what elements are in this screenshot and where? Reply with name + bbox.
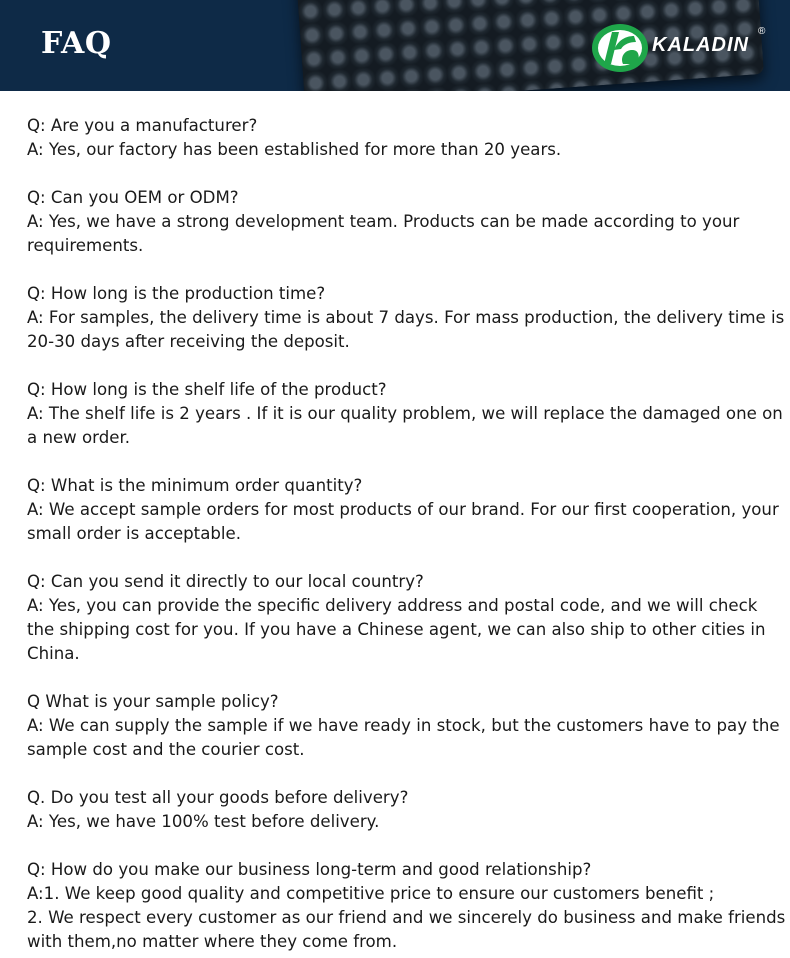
kaladin-logo-icon: [590, 22, 650, 74]
faq-answer: A: The shelf life is 2 years . If it is our quality problem, we will replace the damaged one on a new order.: [27, 404, 783, 447]
faq-item: [27, 690, 787, 762]
faq-item: [27, 186, 787, 258]
faq-item: [27, 282, 787, 354]
faq-answer: A: Yes, we have 100% test before delivery.: [27, 812, 380, 831]
faq-answer: 2. We respect every customer as our friend and we sincerely do business and make friends with them,no matter where they come from.: [27, 908, 786, 951]
faq-list: [27, 114, 787, 954]
faq-answer: A: We can supply the sample if we have ready in stock, but the customers have to pay the sample cost and the courier cost.: [27, 716, 780, 759]
faq-question: Q. Do you test all your goods before delivery?: [27, 788, 409, 807]
faq-answer: A: For samples, the delivery time is about 7 days. For mass production, the delivery time is 20-30 days after receiving the deposit.: [27, 308, 785, 351]
faq-answer: A: Yes, we have a strong development team. Products can be made according to your requirements.: [27, 212, 740, 255]
page-title: FAQ: [41, 26, 112, 61]
faq-item: [27, 858, 787, 954]
faq-question: Q: Can you send it directly to our local country?: [27, 572, 424, 591]
faq-question: Q: How long is the production time?: [27, 284, 326, 303]
faq-item: [27, 786, 787, 834]
faq-question: Q: How do you make our business long-term and good relationship?: [27, 860, 592, 879]
registered-mark: ®: [758, 26, 766, 37]
brand-name: KALADIN: [652, 34, 749, 56]
faq-question: Q: Are you a manufacturer?: [27, 116, 258, 135]
faq-answer: A: Yes, our factory has been established for more than 20 years.: [27, 140, 562, 159]
brand: [590, 22, 780, 74]
faq-answer: A: Yes, you can provide the specific delivery address and postal code, and we will check the shipping cost for you. If you have a Chinese agent, we can also ship to other cities in China.: [27, 596, 766, 663]
faq-answer: A: We accept sample orders for most products of our brand. For our first cooperation, your small order is acceptable.: [27, 500, 779, 543]
faq-answer: A:1. We keep good quality and competitive price to ensure our customers benefit ;: [27, 884, 715, 903]
faq-item: [27, 474, 787, 546]
faq-question: Q: What is the minimum order quantity?: [27, 476, 363, 495]
header-banner: [0, 0, 790, 91]
faq-item: [27, 114, 787, 162]
faq-item: [27, 378, 787, 450]
faq-item: [27, 570, 787, 666]
faq-question: Q What is your sample policy?: [27, 692, 279, 711]
faq-question: Q: How long is the shelf life of the product?: [27, 380, 387, 399]
faq-question: Q: Can you OEM or ODM?: [27, 188, 239, 207]
